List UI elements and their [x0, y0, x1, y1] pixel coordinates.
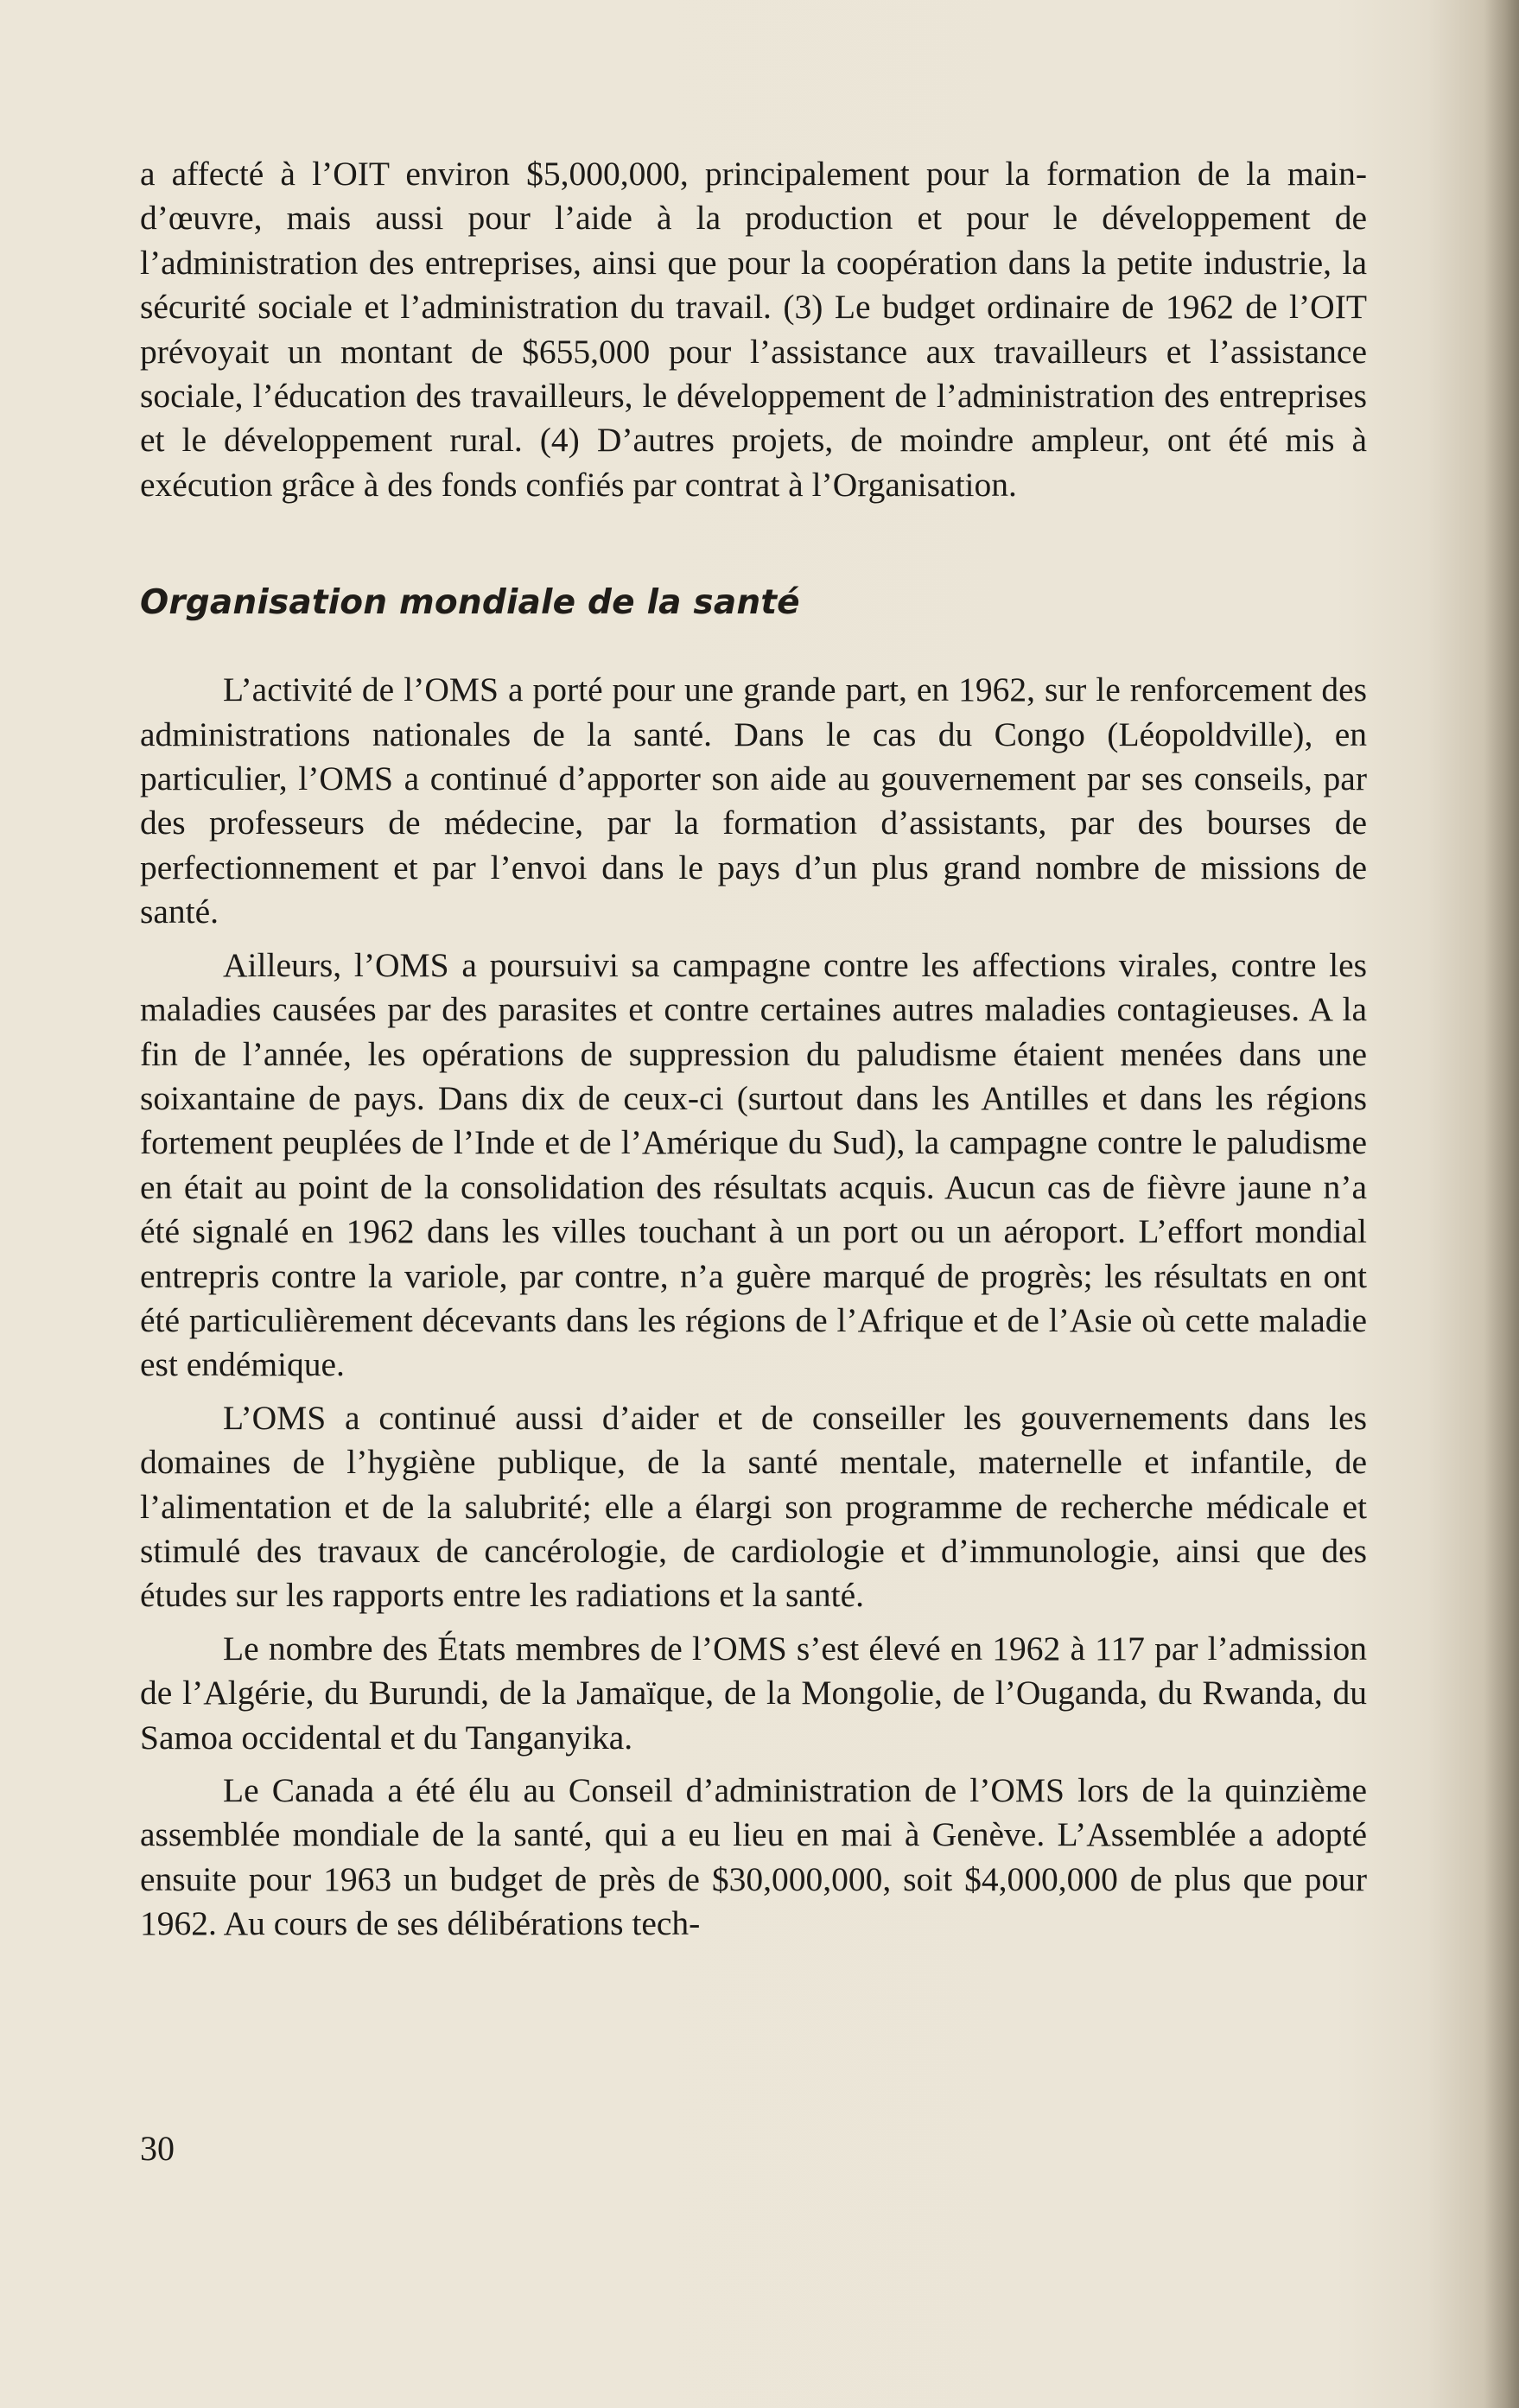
section-heading: Organisation mondiale de la santé: [140, 583, 800, 623]
paragraph-4: Le nombre des États membres de l’OMS s’est élevé en 1962 à 117 par l’admission de l’Algérie, du Burundi, de la Jamaïque, de la Mongolie, de l’Ouganda, du Rwanda, du Samoa occidental et du Tanganyika.: [140, 1629, 1367, 1757]
paragraph-3: L’OMS a continué aussi d’aider et de conseiller les gouvernements dans les domaines de l’hygiène publique, de la santé mentale, maternelle et infantile, de l’alimentation et de la salubrité; elle a élargi son programme de recherche médicale et stimulé des travaux de cancérologie, de cardiologie et d’immunologie, ainsi que des études sur les rapports entre les radiations et la santé.: [140, 1398, 1367, 1615]
opening-paragraph: a affecté à l’OIT environ $5,000,000, principalement pour la formation de la main-d’œuvre, mais aussi pour l’aide à la production et pour le développement de l’administration des entreprises, ainsi que pour la coopération dans la petite industrie, la sécurité sociale et l’administration du travail. (3) Le budget ordinaire de 1962 de l’OIT prévoyait un montant de $655,000 pour l’assistance aux travailleurs et l’assistance sociale, l’éducation des travailleurs, le développement de l’administration des entreprises et le développement rural. (4) D’autres projets, de moindre ampleur, ont été mis à exécution grâce à des fonds confiés par contrat à l’Organisation.: [140, 155, 1367, 504]
body-text: [140, 152, 1367, 1947]
paragraph-1: L’activité de l’OMS a porté pour une grande part, en 1962, sur le renforcement des administrations nationales de la santé. Dans le cas du Congo (Léopoldville), en particulier, l’OMS a continué d’apporter son aide au gouvernement par ses conseils, par des professeurs de médecine, par la formation d’assistants, par des bourses de perfectionnement et par l’envoi dans le pays d’un plus grand nombre de missions de santé.: [140, 670, 1367, 931]
page-edge-shadow: [1484, 0, 1519, 2408]
paragraph-2: Ailleurs, l’OMS a poursuivi sa campagne contre les affections virales, contre les maladies causées par des parasites et contre certaines autres maladies contagieuses. A la fin de l’année, les opérations de suppression du paludisme étaient menées dans une soixantaine de pays. Dans dix de ceux-ci (surtout dans les Antilles et dans les régions fortement peuplées de l’Inde et de l’Amérique du Sud), la campagne contre le paludisme en était au point de la consolidation des résultats acquis. Aucun cas de fièvre jaune n’a été signalé en 1962 dans les villes touchant à un port ou un aéroport. L’effort mondial entrepris contre la variole, par contre, n’a guère marqué de progrès; les résultats en ont été particulièrement décevants dans les régions de l’Afrique et de l’Asie où cette maladie est endémique.: [140, 945, 1367, 1384]
paragraph-5: Le Canada a été élu au Conseil d’administration de l’OMS lors de la quinzième assemblée mondiale de la santé, qui a eu lieu en mai à Genève. L’Assemblée a adopté ensuite pour 1963 un budget de près de $30,000,000, soit $4,000,000 de plus que pour 1962. Au cours de ses délibérations tech-: [140, 1771, 1367, 1943]
page-number: 30: [140, 2129, 175, 2168]
